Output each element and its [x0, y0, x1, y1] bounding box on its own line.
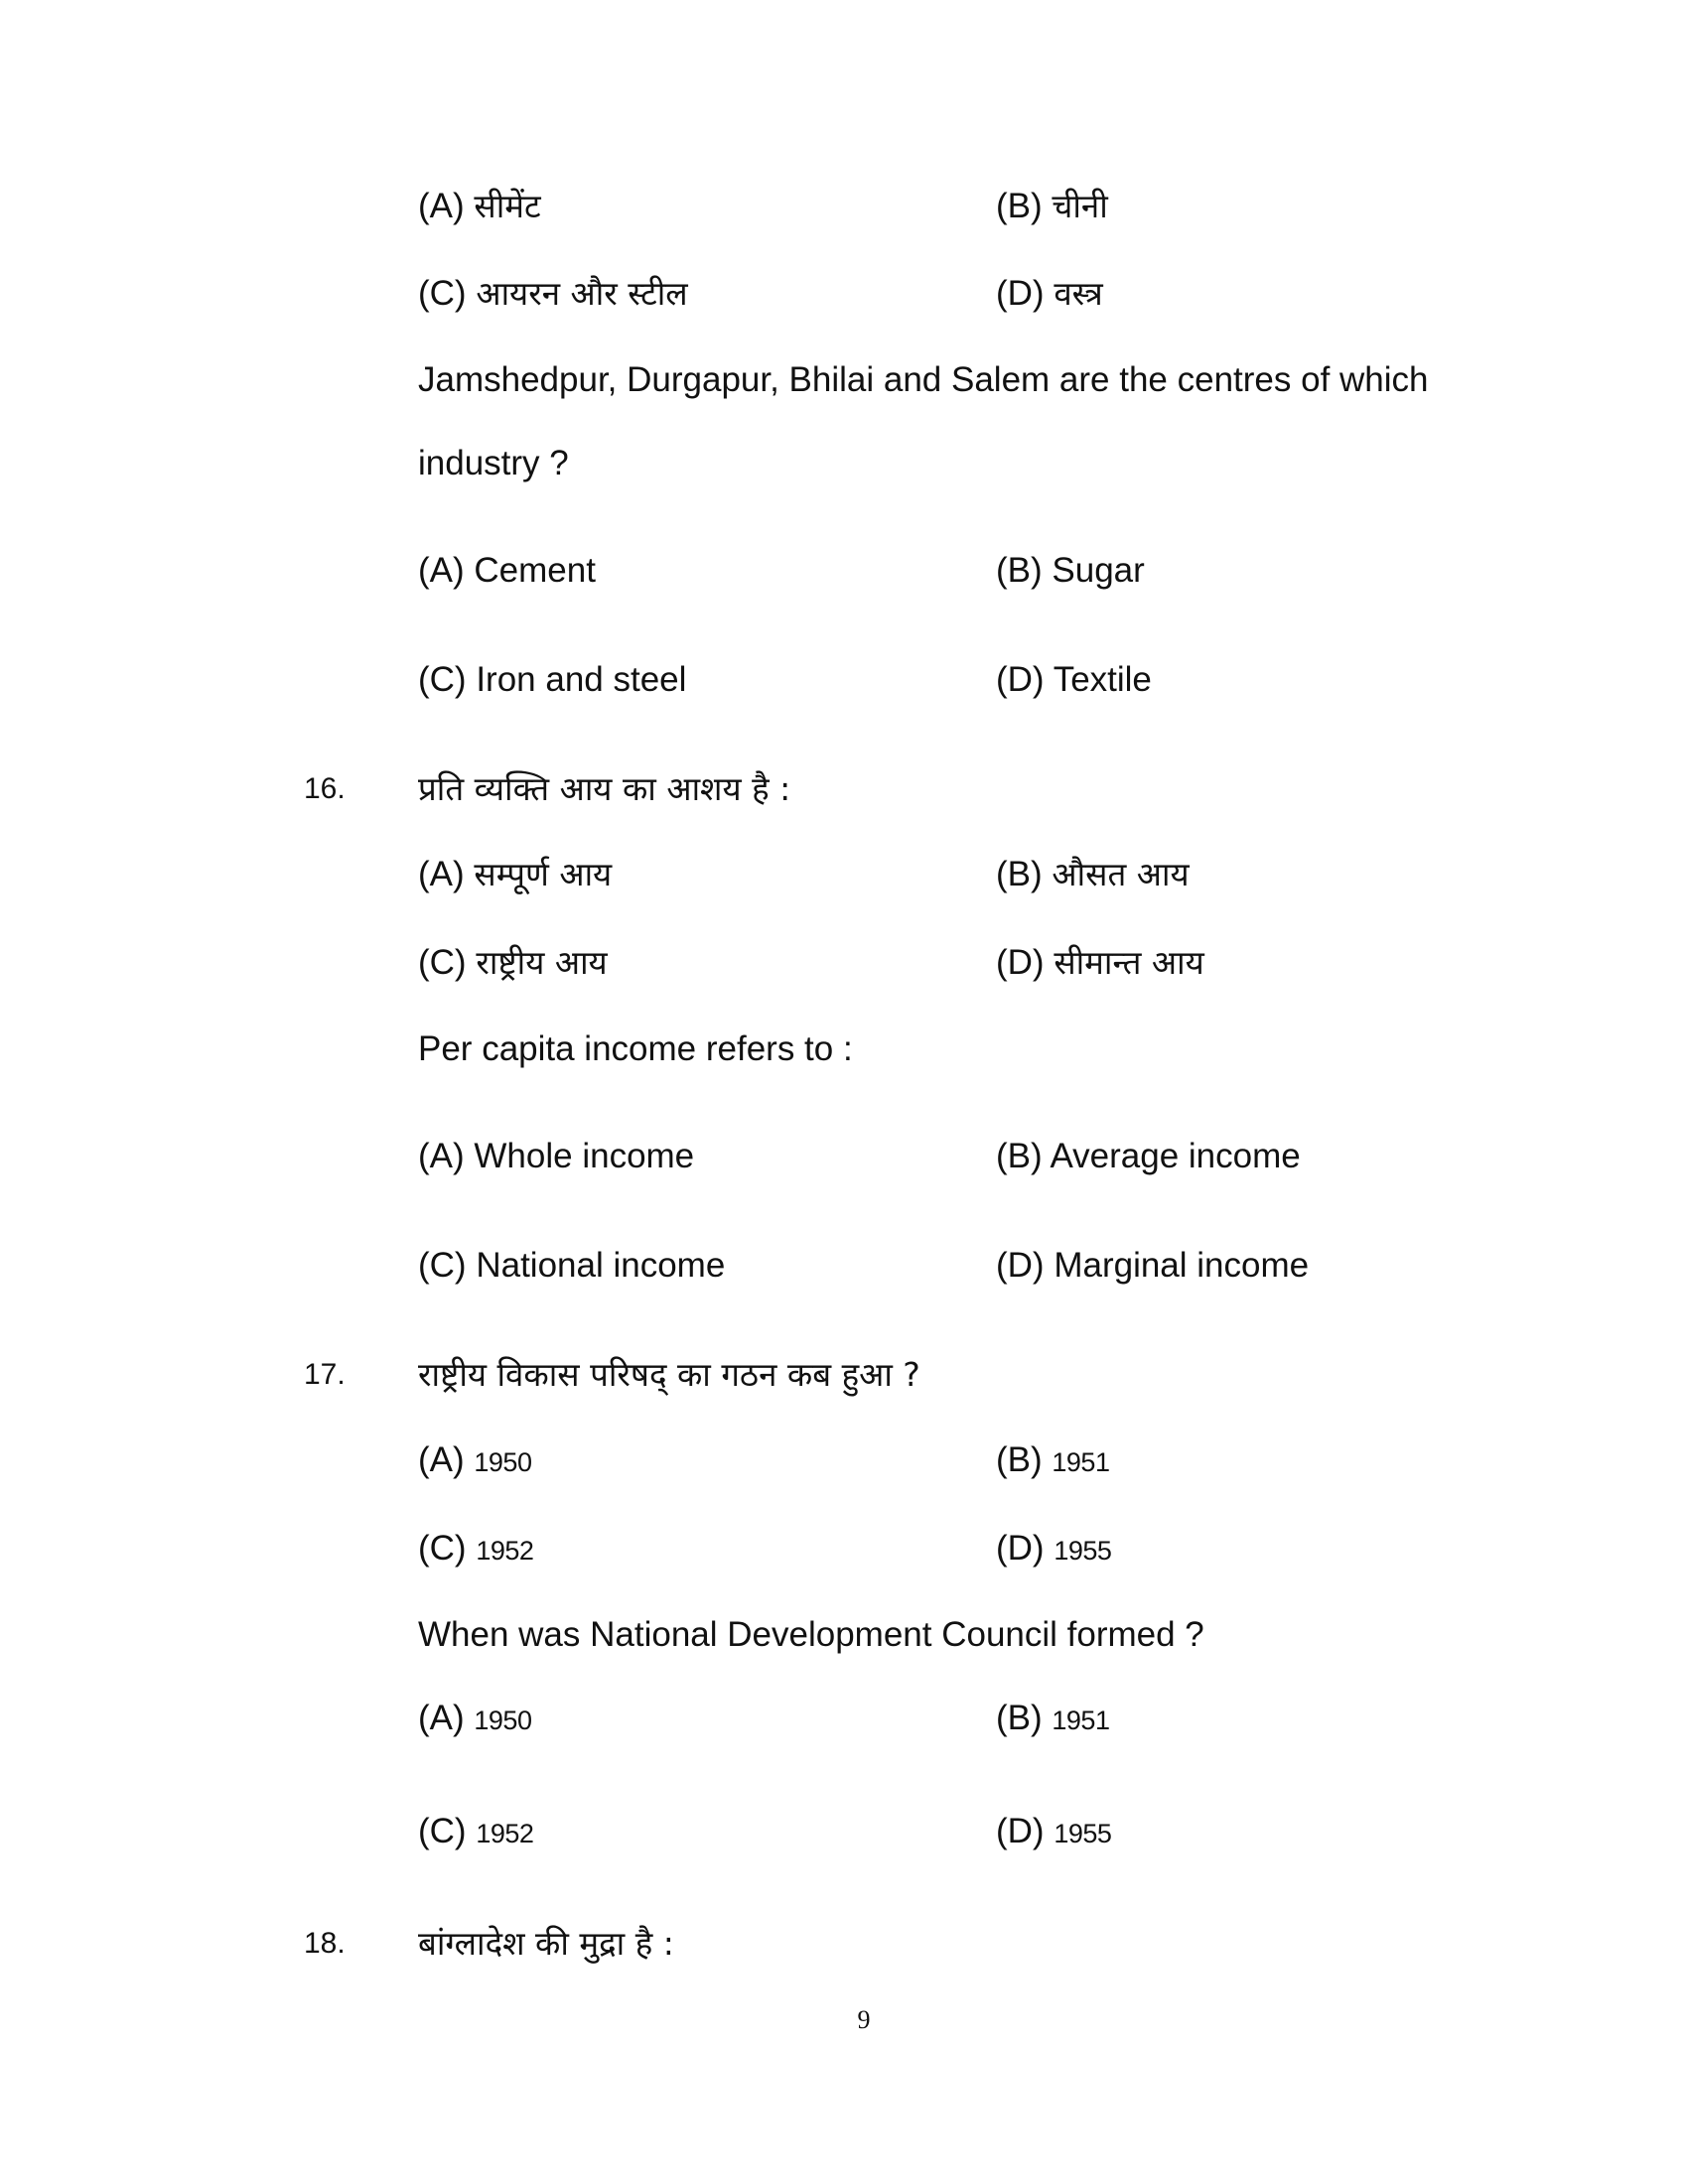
q15-hindi-option-b [996, 185, 1108, 228]
q16-hindi-question: प्रति व्यक्ति आय का आशय है : [418, 769, 791, 808]
option-text: Textile [1053, 660, 1152, 699]
option-label: (B) [996, 1137, 1043, 1175]
option-label: (C) [418, 274, 467, 313]
option-text: 1952 [476, 1819, 534, 1848]
option-label: (D) [996, 660, 1045, 699]
option-text: औसत आय [1052, 855, 1190, 893]
option-label: (C) [418, 1529, 467, 1568]
q15-english-option-c [418, 658, 686, 702]
q15-english-question-line1: Jamshedpur, Durgapur, Bhilai and Salem are the centres of which [418, 360, 1429, 399]
q16-english-option-d [996, 1244, 1309, 1288]
q17-hindi-option-c [418, 1527, 533, 1572]
option-label: (A) [418, 1440, 465, 1479]
option-text: 1951 [1052, 1447, 1110, 1477]
q15-english-option-a [418, 549, 596, 593]
option-text: 1950 [474, 1447, 532, 1477]
q17-english-option-a [418, 1697, 531, 1742]
q16-english-option-b [996, 1135, 1301, 1178]
option-label: (A) [418, 1137, 465, 1175]
option-label: (A) [418, 855, 465, 893]
option-label: (A) [418, 187, 465, 225]
q16-hindi-option-b [996, 853, 1190, 896]
q16-hindi-option-a [418, 853, 612, 896]
q16-english-option-a [418, 1135, 694, 1178]
q17-english-option-d [996, 1810, 1111, 1855]
q15-hindi-option-d [996, 272, 1103, 316]
q16-number: 16. [304, 772, 346, 805]
option-label: (D) [996, 1246, 1045, 1285]
q18-hindi-question: बांग्लादेश की मुद्रा है : [418, 1924, 674, 1963]
option-text: 1955 [1054, 1536, 1112, 1566]
option-label: (D) [996, 1529, 1045, 1568]
option-text: Sugar [1052, 551, 1145, 590]
option-label: (C) [418, 943, 467, 982]
q16-english-option-c [418, 1244, 725, 1288]
q16-hindi-option-c [418, 941, 608, 985]
option-text: Cement [474, 551, 596, 590]
option-text: National income [476, 1246, 726, 1285]
q15-english-option-b [996, 549, 1145, 593]
option-text: 1952 [476, 1536, 534, 1566]
option-label: (B) [996, 1699, 1043, 1737]
option-label: (D) [996, 1812, 1045, 1850]
option-text: वस्त्र [1054, 274, 1103, 313]
option-text: Marginal income [1054, 1246, 1310, 1285]
option-label: (B) [996, 855, 1043, 893]
q18-number: 18. [304, 1927, 346, 1960]
option-text: राष्ट्रीय आय [476, 943, 608, 982]
q17-hindi-option-d [996, 1527, 1111, 1572]
option-label: (D) [996, 943, 1045, 982]
option-text: 1951 [1052, 1706, 1110, 1735]
q17-hindi-option-b [996, 1438, 1109, 1484]
q17-hindi-option-a [418, 1438, 531, 1484]
q17-english-option-b [996, 1697, 1109, 1742]
q17-hindi-question: राष्ट्रीय विकास परिषद् का गठन कब हुआ ? [418, 1355, 920, 1394]
option-text: आयरन और स्टील [476, 274, 688, 313]
q15-english-question-line2: industry ? [418, 444, 569, 482]
option-label: (C) [418, 1812, 467, 1850]
q15-english-option-d [996, 658, 1152, 702]
q16-hindi-option-d [996, 941, 1204, 985]
page-number: 9 [857, 2005, 871, 2034]
option-text: Iron and steel [476, 660, 687, 699]
option-text: सम्पूर्ण आय [474, 855, 613, 893]
option-text: Whole income [474, 1137, 695, 1175]
option-text: Average income [1050, 1137, 1301, 1175]
option-label: (B) [996, 1440, 1043, 1479]
option-text: चीनी [1052, 187, 1108, 225]
q15-hindi-option-c [418, 272, 688, 316]
option-label: (C) [418, 1246, 467, 1285]
option-label: (B) [996, 187, 1043, 225]
option-label: (C) [418, 660, 467, 699]
q17-number: 17. [304, 1358, 346, 1391]
option-label: (A) [418, 1699, 465, 1737]
option-label: (A) [418, 551, 465, 590]
option-text: 1950 [474, 1706, 532, 1735]
option-text: सीमेंट [474, 187, 541, 225]
q16-english-question: Per capita income refers to : [418, 1029, 853, 1068]
option-text: 1955 [1054, 1819, 1112, 1848]
option-label: (B) [996, 551, 1043, 590]
q15-hindi-option-a [418, 185, 541, 228]
option-label: (D) [996, 274, 1045, 313]
q17-english-option-c [418, 1810, 533, 1855]
q17-english-question: When was National Development Council formed ? [418, 1615, 1204, 1654]
option-text: सीमान्त आय [1054, 943, 1204, 982]
